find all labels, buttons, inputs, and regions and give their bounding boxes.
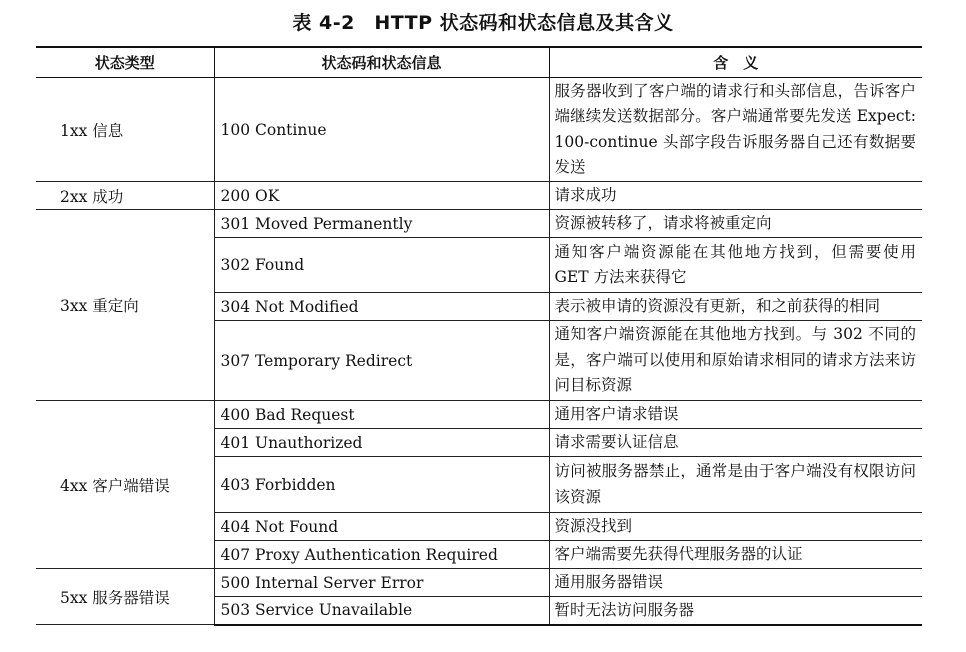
table-caption: 表 4-2 HTTP 状态码和状态信息及其含义	[292, 12, 674, 34]
meaning-cell: 通用服务器错误	[549, 569, 922, 597]
status-code-cell: 403 Forbidden	[214, 457, 549, 513]
status-code-cell: 302 Found	[214, 238, 549, 293]
status-code-cell: 307 Temporary Redirect	[214, 321, 549, 401]
status-code-cell: 304 Not Modified	[214, 293, 549, 321]
status-type-cell: 3xx 重定向	[36, 210, 214, 401]
status-code-cell: 301 Moved Permanently	[214, 210, 549, 238]
meaning-cell: 暂时无法访问服务器	[549, 597, 922, 625]
status-code-cell: 100 Continue	[214, 78, 549, 182]
table-row	[36, 401, 922, 429]
status-code-cell: 503 Service Unavailable	[214, 597, 549, 625]
meaning-cell: 通知客户端资源能在其他地方找到，但需要使用 GET 方法来获得它	[549, 238, 922, 293]
column-header-status-type: 状态类型	[36, 47, 214, 78]
meaning-cell: 请求需要认证信息	[549, 429, 922, 457]
meaning-cell: 访问被服务器禁止，通常是由于客户端没有权限访问该资源	[549, 457, 922, 513]
table-row	[36, 569, 922, 597]
status-code-cell: 500 Internal Server Error	[214, 569, 549, 597]
column-header-status-code: 状态码和状态信息	[214, 47, 549, 78]
status-code-cell: 400 Bad Request	[214, 401, 549, 429]
status-code-cell: 200 OK	[214, 182, 549, 210]
meaning-cell: 服务器收到了客户端的请求行和头部信息，告诉客户端继续发送数据部分。客户端通常要先发送 Expect: 100-continue 头部字段告诉服务器自己还有数据要发送	[549, 78, 922, 182]
meaning-cell: 资源没找到	[549, 513, 922, 541]
http-status-table	[36, 46, 922, 626]
meaning-cell: 通用客户请求错误	[549, 401, 922, 429]
status-type-cell: 5xx 服务器错误	[36, 569, 214, 625]
status-code-cell: 404 Not Found	[214, 513, 549, 541]
meaning-cell: 表示被申请的资源没有更新，和之前获得的相同	[549, 293, 922, 321]
status-code-cell: 407 Proxy Authentication Required	[214, 541, 549, 569]
header-row	[36, 47, 922, 78]
status-code-cell: 401 Unauthorized	[214, 429, 549, 457]
meaning-cell: 通知客户端资源能在其他地方找到。与 302 不同的是，客户端可以使用和原始请求相同的请求方法来访问目标资源	[549, 321, 922, 401]
status-type-cell: 1xx 信息	[36, 78, 214, 182]
table-row	[36, 182, 922, 210]
column-header-meaning: 含 义	[549, 47, 922, 78]
table-row	[36, 210, 922, 238]
status-type-cell: 4xx 客户端错误	[36, 401, 214, 569]
status-type-cell: 2xx 成功	[36, 182, 214, 210]
meaning-cell: 请求成功	[549, 182, 922, 210]
table-row	[36, 78, 922, 182]
meaning-cell: 资源被转移了，请求将被重定向	[549, 210, 922, 238]
meaning-cell: 客户端需要先获得代理服务器的认证	[549, 541, 922, 569]
